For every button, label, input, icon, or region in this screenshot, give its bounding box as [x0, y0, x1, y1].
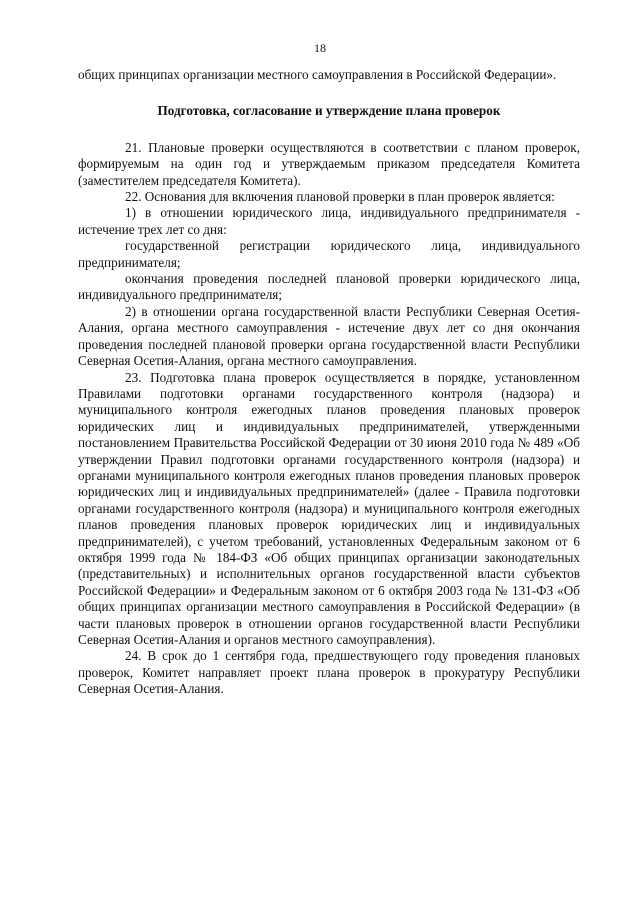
paragraph-22-item-1-a: государственной регистрации юридического лица, индивидуального предпринимателя;: [78, 238, 580, 270]
document-body: [78, 67, 580, 698]
paragraph-22-item-1: 1) в отношении юридического лица, индивидуального предпринимателя - истечение трех лет со дня:: [78, 205, 580, 237]
page-number: 18: [314, 41, 326, 55]
paragraph-22: 22. Основания для включения плановой проверки в план проверок является:: [125, 189, 555, 205]
paragraph-22-item-2: 2) в отношении органа государственной власти Республики Северная Осетия-Алания, органа местного самоуправления - истечение двух лет со дня окончания проведения последней плановой проверки органа государственной власти Республики Северная Осетия-Алания, органа местного самоуправления.: [78, 303, 580, 369]
paragraph-22-item-1-b: окончания проведения последней плановой проверки юридического лица, индивидуального предпринимателя;: [78, 271, 580, 303]
paragraph-continuation: общих принципах организации местного самоуправления в Российской Федерации».: [78, 67, 557, 82]
paragraph-21: 21. Плановые проверки осуществляются в соответствии с планом проверок, формируемым на один год и утверждаемым приказом председателя Комитета (заместителем председателя Комитета).: [78, 139, 580, 188]
paragraph-24: 24. В срок до 1 сентября года, предшествующего году проведения плановых проверок, Комитет направляет проект плана проверок в прокуратуру Республики Северная Осетия-Алания.: [78, 648, 580, 697]
section-heading: Подготовка, согласование и утверждение плана проверок: [157, 103, 501, 119]
paragraph-23: 23. Подготовка плана проверок осуществляется в порядке, установленном Правилами подготовки органами государственного контроля (надзора) и муниципального контроля ежегодных планов проведения плановых проверок юридических лиц и индивидуальных предпринимателей, утвержденными постановлением Правительства Российской Федерации от 30 июня 2010 года № 489 «Об утверждении Правил подготовки органами государственного контроля (надзора) и органами муниципального контроля ежегодных планов проведения плановых проверок юридических лиц и индивидуальных предпринимателей» (далее - Правила подготовки органами государственного контроля (надзора) и муниципального контроля ежегодных планов проведения плановых проверок юридических лиц и индивидуальных предпринимателей), с учетом требований, установленных Федеральным законом от 6 октября 1999 года № 184-ФЗ «Об общих принципах организации законодательных (представительных) и исполнительных органов государственной власти субъектов Российской Федерации» и Федеральным законом от 6 октября 2003 года № 131-ФЗ «Об общих принципах организации местного самоуправления в Российской Федерации» (в части плановых проверок в отношении органов государственной власти Республики Северная Осетия-Алания и органов местного самоуправления).: [78, 369, 580, 647]
